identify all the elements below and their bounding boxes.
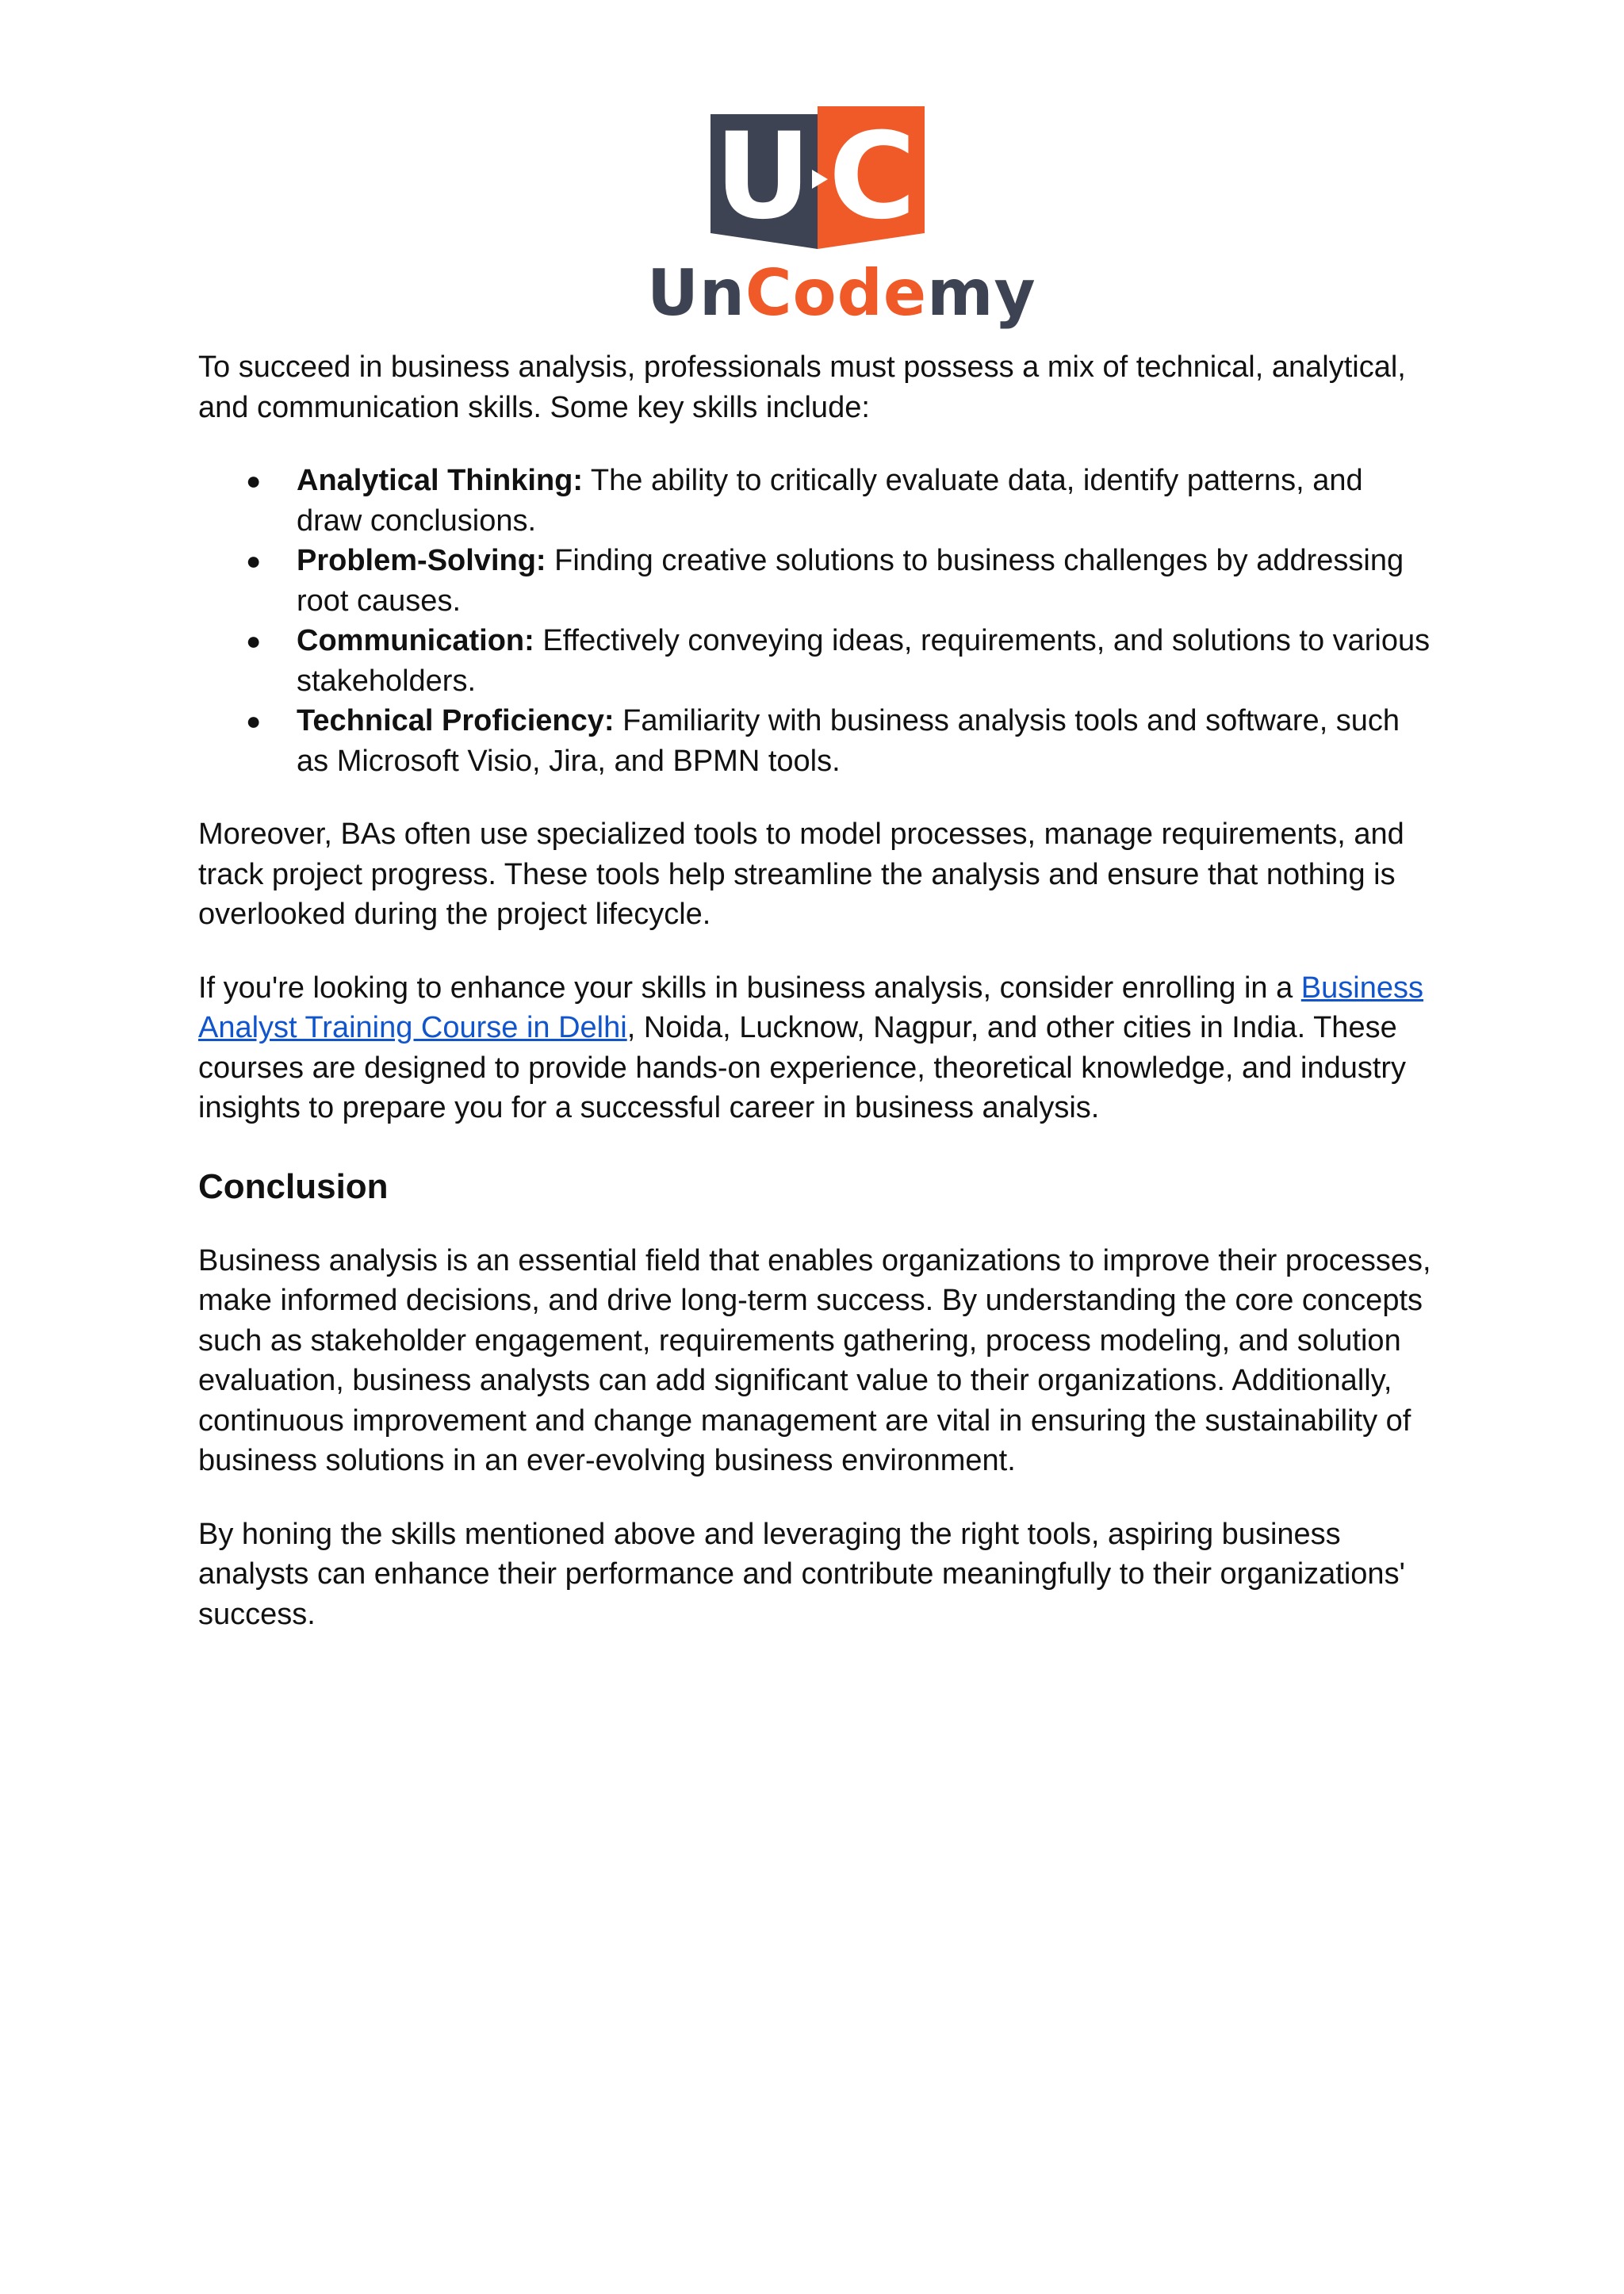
conclusion-heading: Conclusion — [198, 1166, 389, 1206]
training-paragraph — [198, 968, 1435, 1128]
skills-list — [198, 461, 1435, 781]
bullet-icon: ● — [246, 626, 262, 655]
skill-term: Communication: — [297, 624, 534, 657]
conclusion-line: Business analysis is an essential field that enables organizations to improve their processes, — [198, 1243, 1431, 1277]
intro-line: and communication skills. Some key skills include: — [198, 390, 870, 424]
closing-line: analysts can enhance their performance and contribute meaningfully to their organizations' — [198, 1557, 1405, 1591]
bullet-icon: ● — [246, 707, 262, 735]
training-course-link[interactable]: Business — [1300, 971, 1423, 1005]
training-line: If you're looking to enhance your skills in business analysis, consider enrolling in a — [198, 971, 1301, 1005]
tools-line: overlooked during the project lifecycle. — [198, 898, 711, 931]
skill-desc: as Microsoft Visio, Jira, and BPMN tools. — [297, 744, 841, 778]
wordmark-un: Un — [647, 256, 745, 330]
conclusion-paragraph — [198, 1241, 1435, 1481]
conclusion-line: business solutions in an ever-evolving business environment. — [198, 1444, 1016, 1477]
conclusion-line: such as stakeholder engagement, requirements gathering, process modeling, and solution — [198, 1323, 1401, 1358]
skill-item-communication — [198, 621, 1435, 701]
closing-line: success. — [198, 1597, 316, 1631]
uncodemy-mark-icon — [710, 106, 925, 249]
tools-line: track project progress. These tools help streamline the analysis and ensure that nothing is — [198, 857, 1396, 891]
tools-line: Moreover, BAs often use specialized tools to model processes, manage requirements, and — [198, 818, 1404, 851]
skill-item-technical-proficiency — [198, 701, 1435, 781]
wordmark-my: my — [927, 256, 1036, 330]
mark-letter-c: C — [828, 108, 917, 246]
skill-desc: draw conclusions. — [297, 504, 537, 538]
training-course-link[interactable]: Analyst Training Course in Delhi — [198, 1011, 627, 1044]
bullet-icon: ● — [246, 546, 262, 575]
tools-paragraph — [198, 814, 1435, 935]
mark-letter-u: U — [714, 108, 811, 246]
conclusion-line: make informed decisions, and drive long-term success. By understanding the core concepts — [198, 1284, 1423, 1317]
skill-term: Problem-Solving: — [297, 544, 546, 577]
skill-desc: Familiarity with business analysis tools and software, such — [614, 704, 1400, 737]
training-line: insights to prepare you for a successful career in business analysis. — [198, 1091, 1100, 1124]
skill-desc: The ability to critically evaluate data, identify patterns, and — [583, 464, 1363, 497]
closing-paragraph — [198, 1515, 1435, 1635]
skill-desc: Effectively conveying ideas, requirements, and solutions to various — [534, 624, 1431, 657]
skill-desc: Finding creative solutions to business challenges by addressing — [546, 544, 1404, 577]
uncodemy-logo — [647, 106, 1036, 332]
conclusion-line: evaluation, business analysts can add significant value to their organizations. Additionally, — [198, 1364, 1392, 1397]
document-body — [198, 347, 1435, 1634]
bullet-icon: ● — [246, 466, 262, 495]
skill-item-problem-solving — [198, 541, 1435, 621]
wordmark-code: Code — [745, 256, 928, 330]
skill-term: Technical Proficiency: — [297, 704, 615, 737]
closing-line: By honing the skills mentioned above and leveraging the right tools, aspiring business — [198, 1517, 1341, 1551]
intro-paragraph — [198, 347, 1435, 427]
uncodemy-wordmark — [647, 256, 1036, 330]
intro-line: To succeed in business analysis, professionals must possess a mix of technical, analytical, — [198, 350, 1406, 384]
training-line: , Noida, Lucknow, Nagpur, and other cities in India. These — [626, 1011, 1397, 1044]
training-line: courses are designed to provide hands-on experience, theoretical knowledge, and industry — [198, 1051, 1407, 1085]
conclusion-line: continuous improvement and change management are vital in ensuring the sustainability of — [198, 1404, 1411, 1438]
skill-item-analytical-thinking — [198, 461, 1435, 541]
skill-desc: root causes. — [297, 584, 461, 618]
skill-desc: stakeholders. — [297, 664, 477, 698]
skill-term: Analytical Thinking: — [297, 464, 584, 497]
